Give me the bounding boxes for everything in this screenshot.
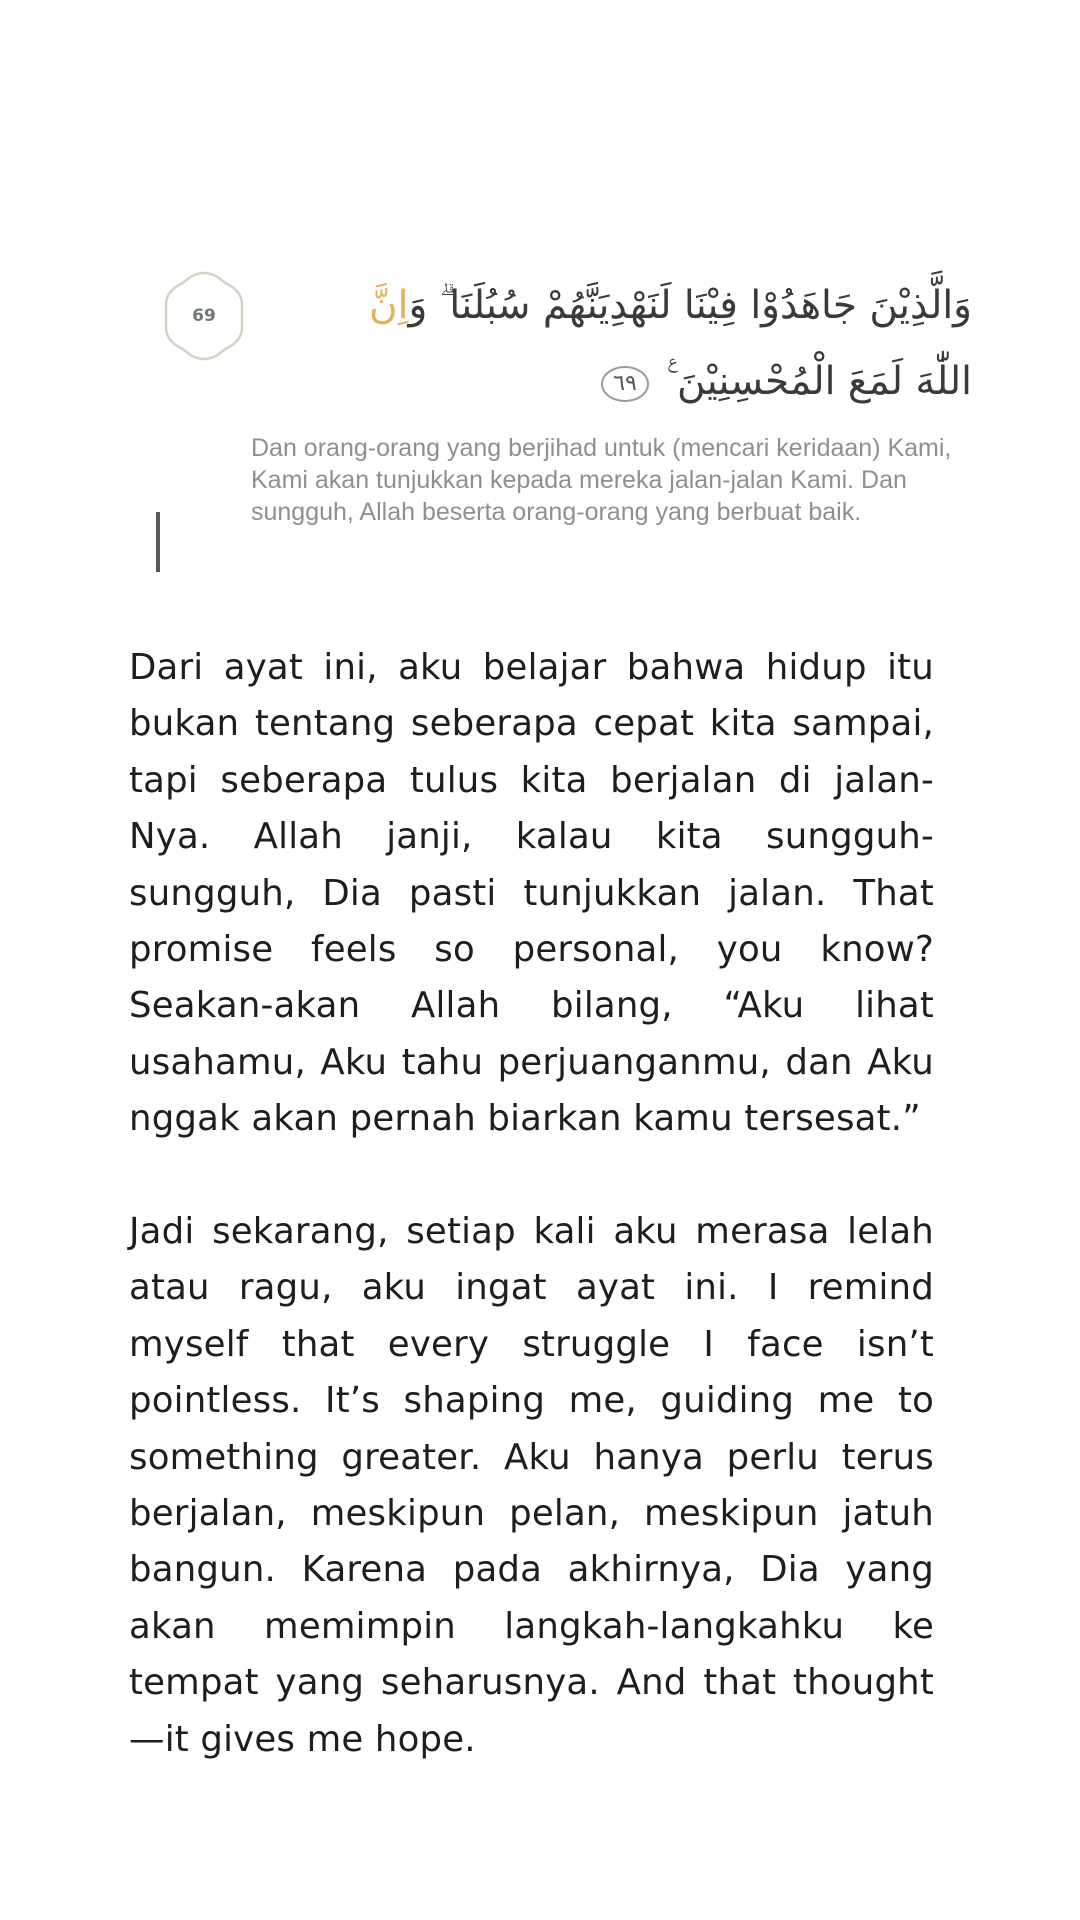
verse-translation: Dan orang-orang yang berjihad untuk (mencari keridaan) Kami, Kami akan tunjukkan kepada mereka jalan-jalan Kami. Dan sungguh, Allah beserta orang-orang yang berbuat baik.: [251, 434, 952, 526]
arabic-text-part2: اللّٰهَ لَمَعَ الْمُحْسِنِيْنَ ࣖ: [654, 359, 972, 404]
paragraph-2: Jadi sekarang, setiap kali aku merasa lelah atau ragu, aku ingat ayat ini. I remind myself that every struggle I face isn’t pointless. It’s shaping me, guiding me to something greater. Aku hanya perlu terus berjalan, meskipun pelan, meskipun jatuh bangun. Karena pada akhirnya, Dia yang akan memimpin langkah-langkahku ke tempat yang seharusnya. And that thought—it gives me hope.: [129, 1211, 934, 1760]
verse-number-badge[interactable]: [163, 270, 245, 362]
verse-number: 69: [192, 306, 216, 326]
arabic-text-highlight: اِنَّ: [368, 283, 409, 328]
arabic-verse-text: [332, 268, 972, 420]
ayah-end-marker: ٦٩: [601, 366, 649, 402]
arabic-text-part1: وَالَّذِيْنَ جَاهَدُوْا فِيْنَا لَنَهْدِيَنَّهُمْ سُبُلَنَا ۗ وَ: [408, 283, 972, 328]
paragraph-1: Dari ayat ini, aku belajar bahwa hidup itu bukan tentang seberapa cepat kita sampai, tapi seberapa tulus kita berjalan di jalan-Nya. Allah janji, kalau kita sungguh-sungguh, Dia pasti tunjukkan jalan. That promise feels so personal, you know? Seakan-akan Allah bilang, “Aku lihat usahamu, Aku tahu perjuanganmu, dan Aku nggak akan pernah biarkan kamu tersesat.”: [129, 647, 934, 1140]
quote-bar: [156, 512, 160, 572]
